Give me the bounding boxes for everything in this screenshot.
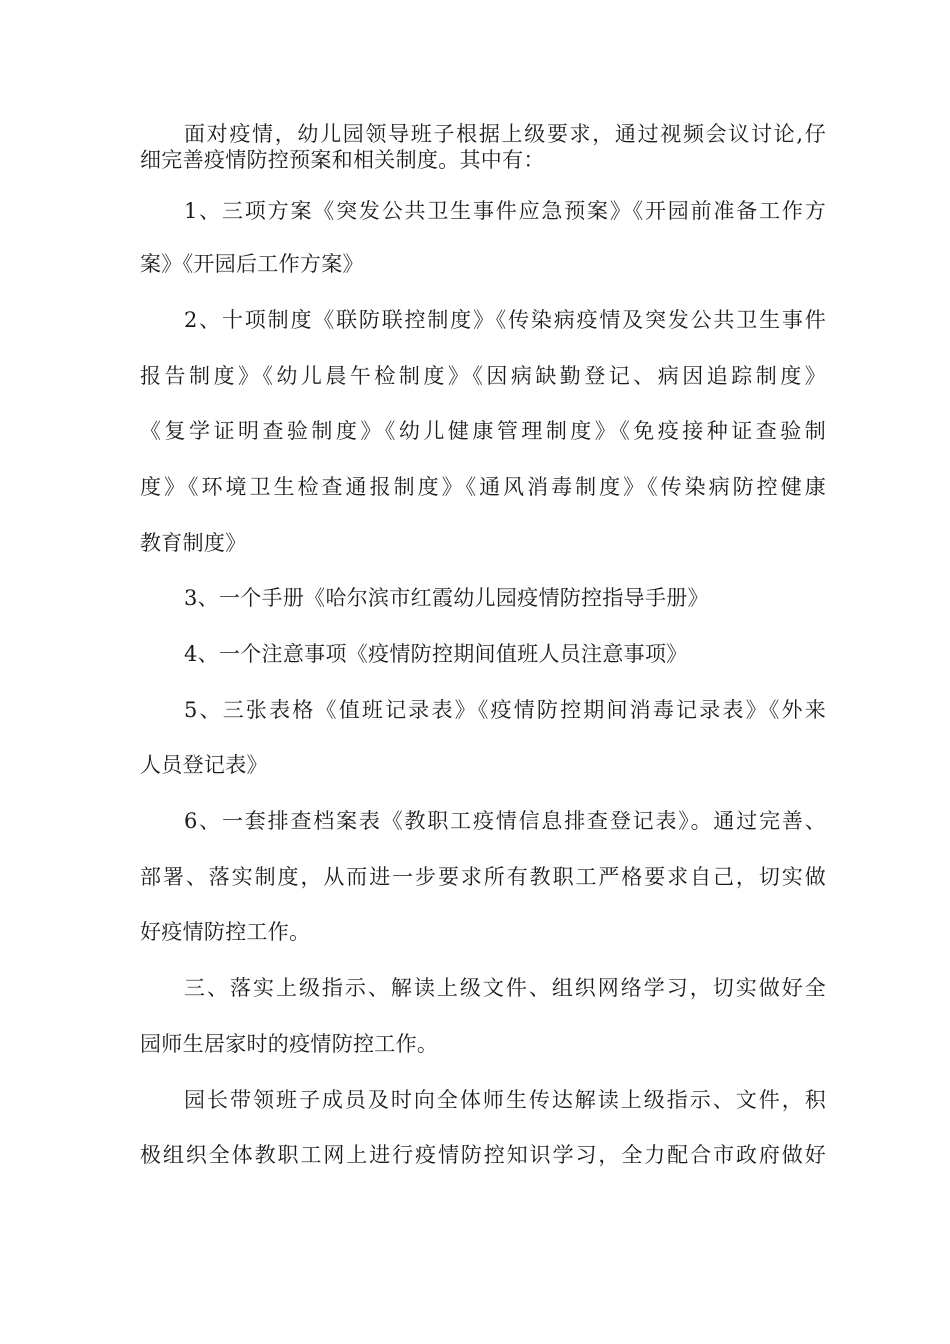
text-line: 案》《开园后工作方案》 [140, 252, 364, 276]
text-line: 人员登记表》 [140, 753, 268, 777]
text-line: 《复学证明查验制度》《幼儿健康管理制度》《免疫接种证查验制 [140, 419, 826, 443]
text-line: 好疫情防控工作。 [140, 920, 311, 944]
text-line: 教育制度》 [140, 531, 247, 555]
text-line: 2、十项制度《联防联控制度》《传染病疫情及突发公共卫生事件 [184, 308, 826, 332]
text-line: 1、三项方案《突发公共卫生事件应急预案》《开园前准备工作方 [184, 199, 826, 223]
text-line: 园长带领班子成员及时向全体师生传达解读上级指示、文件，积 [184, 1088, 826, 1112]
text-line: 6、一套排查档案表《教职工疫情信息排查登记表》。通过完善、 [184, 809, 826, 833]
section-heading-line: 三、落实上级指示、解读上级文件、组织网络学习，切实做好全 [184, 976, 826, 1000]
text-line: 3、一个手册《哈尔滨市红霞幼儿园疫情防控指导手册》 [184, 586, 709, 610]
text-line: 度》《环境卫生检查通报制度》《通风消毒制度》《传染病防控健康 [140, 475, 826, 499]
text-line: 5、三张表格《值班记录表》《疫情防控期间消毒记录表》《外来 [184, 698, 826, 722]
text-line: 面对疫情，幼儿园领导班子根据上级要求，通过视频会议讨论,仔 [184, 122, 826, 146]
text-line: 极组织全体教职工网上进行疫情防控知识学习，全力配合市政府做好 [140, 1143, 826, 1167]
text-line: 报告制度》《幼儿晨午检制度》《因病缺勤登记、病因追踪制度》 [140, 364, 826, 388]
text-line: 部署、落实制度，从而进一步要求所有教职工严格要求自己，切实做 [140, 865, 826, 889]
text-line: 4、一个注意事项《疫情防控期间值班人员注意事项》 [184, 642, 688, 666]
section-heading-line: 园师生居家时的疫情防控工作。 [140, 1032, 439, 1056]
text-line: 细完善疫情防控预案和相关制度。其中有： [140, 148, 545, 172]
